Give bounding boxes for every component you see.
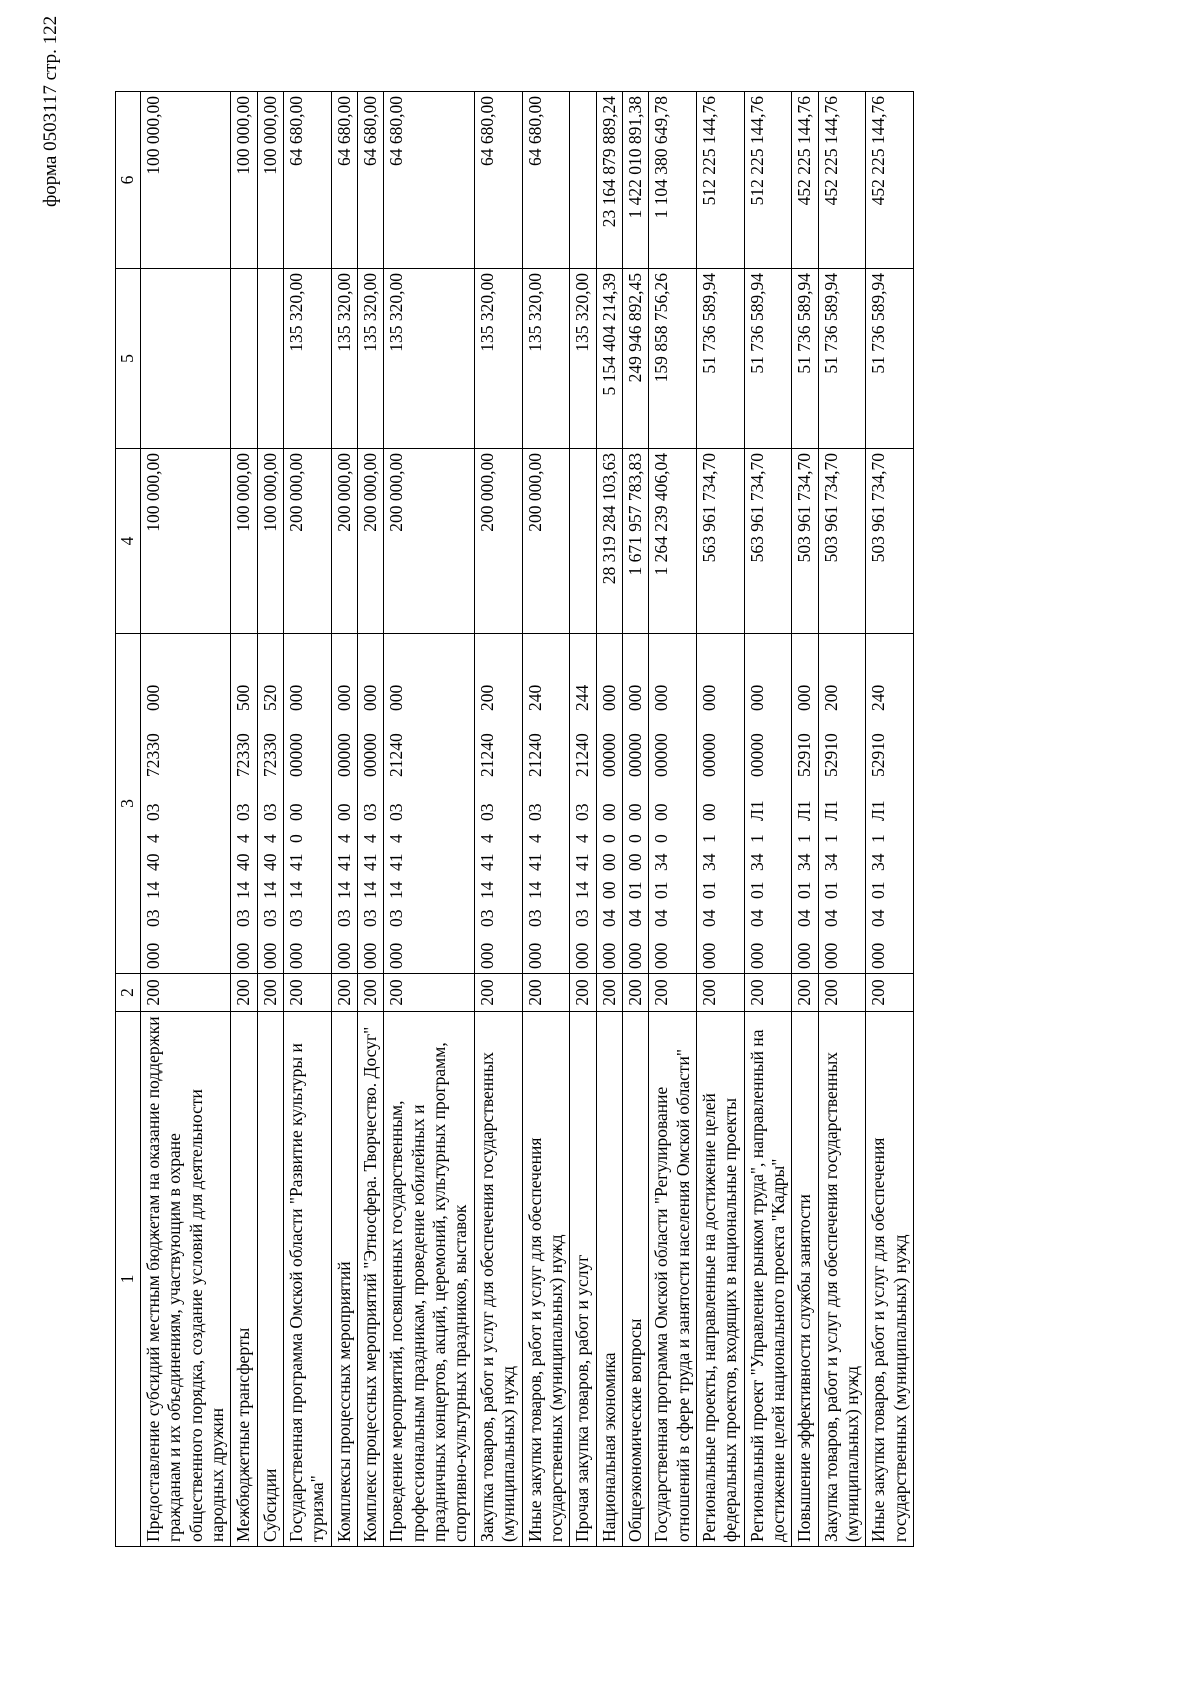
code-part: 03 bbox=[386, 909, 407, 927]
code-part: 41 bbox=[360, 853, 381, 871]
row-executed-amount bbox=[231, 269, 257, 449]
row-name: Комплекс процессных мероприятий "Этносфера. Творчество. Досуг" bbox=[358, 1012, 384, 1547]
row-admin-code: 200 bbox=[596, 974, 622, 1012]
row-classification-code bbox=[649, 634, 697, 974]
table-row bbox=[141, 92, 231, 1547]
row-classification-code bbox=[570, 634, 596, 974]
row-unexecuted-amount: 64 680,00 bbox=[474, 92, 522, 269]
row-approved-amount: 200 000,00 bbox=[331, 449, 357, 634]
code-part: 03 bbox=[360, 909, 381, 927]
code-part: 00000 bbox=[624, 733, 645, 777]
code-part: 0 bbox=[624, 834, 645, 843]
code-part: 14 bbox=[524, 881, 545, 899]
row-name: Региональные проекты, направленные на достижение целей федеральных проектов, входящих в национальные проекты bbox=[696, 1012, 744, 1547]
code-part: 01 bbox=[746, 881, 767, 899]
code-part: 03 bbox=[572, 909, 593, 927]
code-part: 000 bbox=[868, 942, 889, 969]
row-name: Межбюджетные трансферты bbox=[231, 1012, 257, 1547]
code-part: 00000 bbox=[360, 733, 381, 777]
row-admin-code: 200 bbox=[522, 974, 570, 1012]
code-part: 03 bbox=[333, 909, 354, 927]
row-approved-amount: 100 000,00 bbox=[141, 449, 231, 634]
row-unexecuted-amount: 452 225 144,76 bbox=[866, 92, 914, 269]
code-part: 34 bbox=[746, 853, 767, 871]
table-row bbox=[331, 92, 357, 1547]
code-part: 00 bbox=[651, 803, 672, 821]
code-part: 40 bbox=[259, 853, 280, 871]
row-approved-amount: 200 000,00 bbox=[284, 449, 332, 634]
code-part: 00000 bbox=[746, 733, 767, 777]
code-part: 240 bbox=[524, 684, 545, 711]
code-part: 03 bbox=[143, 909, 163, 927]
row-approved-amount: 1 264 239 406,04 bbox=[649, 449, 697, 634]
row-unexecuted-amount: 452 225 144,76 bbox=[792, 92, 818, 269]
code-part: 00000 bbox=[698, 733, 719, 777]
row-name: Закупка товаров, работ и услуг для обеспечения государственных (муниципальных) нужд bbox=[818, 1012, 866, 1547]
row-executed-amount: 51 736 589,94 bbox=[818, 269, 866, 449]
code-part: 000 bbox=[286, 684, 307, 711]
code-part: 21240 bbox=[476, 733, 497, 777]
code-part: 000 bbox=[598, 942, 619, 969]
row-admin-code: 200 bbox=[358, 974, 384, 1012]
row-name: Закупка товаров, работ и услуг для обеспечения государственных (муниципальных) нужд bbox=[474, 1012, 522, 1547]
code-part: 0 bbox=[286, 834, 307, 843]
code-part: Л1 bbox=[746, 800, 767, 821]
row-admin-code: 200 bbox=[744, 974, 792, 1012]
code-part: 00 bbox=[624, 803, 645, 821]
code-part: 21240 bbox=[386, 733, 407, 777]
table-row bbox=[696, 92, 744, 1547]
row-approved-amount bbox=[570, 449, 596, 634]
row-approved-amount: 1 671 957 783,83 bbox=[622, 449, 648, 634]
row-approved-amount: 200 000,00 bbox=[474, 449, 522, 634]
row-classification-code bbox=[596, 634, 622, 974]
code-part: 4 bbox=[572, 834, 593, 843]
code-part: 000 bbox=[624, 942, 645, 969]
code-part: 000 bbox=[651, 684, 672, 711]
code-part: 52910 bbox=[794, 733, 815, 777]
row-classification-code bbox=[696, 634, 744, 974]
code-part: 4 bbox=[360, 834, 381, 843]
row-admin-code: 200 bbox=[331, 974, 357, 1012]
code-part: Л1 bbox=[820, 800, 841, 821]
code-part: 04 bbox=[820, 909, 841, 927]
code-part: 4 bbox=[143, 834, 163, 843]
code-part: 000 bbox=[820, 942, 841, 969]
code-part: 000 bbox=[698, 942, 719, 969]
table-row bbox=[522, 92, 570, 1547]
code-part: 200 bbox=[820, 684, 841, 711]
code-part: 04 bbox=[651, 909, 672, 927]
row-name: Региональный проект "Управление рынком труда", направленный на достижение целей национального проекта "Кадры" bbox=[744, 1012, 792, 1547]
table-row bbox=[818, 92, 866, 1547]
row-admin-code: 200 bbox=[792, 974, 818, 1012]
code-part: 000 bbox=[333, 942, 354, 969]
table-row bbox=[792, 92, 818, 1547]
code-part: 4 bbox=[524, 834, 545, 843]
code-part: 21240 bbox=[524, 733, 545, 777]
code-part: 00 bbox=[333, 803, 354, 821]
row-approved-amount: 100 000,00 bbox=[257, 449, 283, 634]
row-executed-amount: 51 736 589,94 bbox=[792, 269, 818, 449]
row-name: Иные закупки товаров, работ и услуг для обеспечения государственных (муниципальных) нужд bbox=[866, 1012, 914, 1547]
row-admin-code: 200 bbox=[231, 974, 257, 1012]
code-part: 1 bbox=[698, 834, 719, 843]
code-part: 34 bbox=[794, 853, 815, 871]
code-part: 72330 bbox=[259, 733, 280, 777]
code-part: 52910 bbox=[868, 733, 889, 777]
table-row bbox=[570, 92, 596, 1547]
row-approved-amount: 563 961 734,70 bbox=[696, 449, 744, 634]
code-part: 000 bbox=[651, 942, 672, 969]
row-admin-code: 200 bbox=[141, 974, 231, 1012]
row-approved-amount: 503 961 734,70 bbox=[818, 449, 866, 634]
table-row bbox=[866, 92, 914, 1547]
row-classification-code bbox=[284, 634, 332, 974]
code-part: 000 bbox=[143, 942, 163, 969]
code-part: 41 bbox=[386, 853, 407, 871]
code-part: 14 bbox=[386, 881, 407, 899]
code-part: 03 bbox=[286, 909, 307, 927]
code-part: 00000 bbox=[598, 733, 619, 777]
row-admin-code: 200 bbox=[474, 974, 522, 1012]
row-admin-code: 200 bbox=[384, 974, 474, 1012]
column-header-2: 2 bbox=[116, 974, 141, 1012]
code-part: 000 bbox=[698, 684, 719, 711]
code-part: 04 bbox=[698, 909, 719, 927]
code-part: 14 bbox=[259, 881, 280, 899]
code-part: 04 bbox=[868, 909, 889, 927]
row-approved-amount: 100 000,00 bbox=[231, 449, 257, 634]
code-part: 000 bbox=[524, 942, 545, 969]
row-unexecuted-amount: 512 225 144,76 bbox=[696, 92, 744, 269]
code-part: 00000 bbox=[651, 733, 672, 777]
row-admin-code: 200 bbox=[696, 974, 744, 1012]
row-classification-code bbox=[331, 634, 357, 974]
row-name: Общеэкономические вопросы bbox=[622, 1012, 648, 1547]
code-part: 34 bbox=[868, 853, 889, 871]
code-part: 40 bbox=[143, 853, 163, 871]
code-part: 03 bbox=[524, 803, 545, 821]
row-classification-code bbox=[792, 634, 818, 974]
row-classification-code bbox=[231, 634, 257, 974]
row-executed-amount: 51 736 589,94 bbox=[744, 269, 792, 449]
table-body bbox=[141, 92, 914, 1547]
code-part: 00000 bbox=[286, 733, 307, 777]
row-classification-code bbox=[384, 634, 474, 974]
row-executed-amount bbox=[257, 269, 283, 449]
code-part: 000 bbox=[360, 942, 381, 969]
code-part: 01 bbox=[868, 881, 889, 899]
table-row bbox=[744, 92, 792, 1547]
row-unexecuted-amount: 1 422 010 891,38 bbox=[622, 92, 648, 269]
code-part: 03 bbox=[524, 909, 545, 927]
code-part: 00 bbox=[598, 853, 619, 871]
code-part: 14 bbox=[333, 881, 354, 899]
code-part: 000 bbox=[386, 684, 407, 711]
code-part: 34 bbox=[651, 853, 672, 871]
code-part: 40 bbox=[233, 853, 254, 871]
row-name: Предоставление субсидий местным бюджетам на оказание поддержки гражданам и их объединениям, участвующим в охране общественного порядка, создание условий для деятельности народных дружин bbox=[141, 1012, 231, 1547]
table-row bbox=[596, 92, 622, 1547]
row-name: Государственная программа Омской области "Развитие культуры и туризма" bbox=[284, 1012, 332, 1547]
row-unexecuted-amount: 100 000,00 bbox=[231, 92, 257, 269]
code-part: 03 bbox=[572, 803, 593, 821]
code-part: 000 bbox=[476, 942, 497, 969]
row-unexecuted-amount: 1 104 380 649,78 bbox=[649, 92, 697, 269]
code-part: 200 bbox=[476, 684, 497, 711]
code-part: 21240 bbox=[572, 733, 593, 777]
code-part: 00 bbox=[598, 803, 619, 821]
code-part: 4 bbox=[476, 834, 497, 843]
row-approved-amount: 200 000,00 bbox=[384, 449, 474, 634]
row-name: Повышение эффективности службы занятости bbox=[792, 1012, 818, 1547]
row-unexecuted-amount: 64 680,00 bbox=[358, 92, 384, 269]
code-part: 000 bbox=[233, 942, 254, 969]
code-part: 14 bbox=[476, 881, 497, 899]
row-admin-code: 200 bbox=[818, 974, 866, 1012]
code-part: 000 bbox=[794, 942, 815, 969]
row-admin-code: 200 bbox=[649, 974, 697, 1012]
code-part: 03 bbox=[233, 909, 254, 927]
row-unexecuted-amount: 452 225 144,76 bbox=[818, 92, 866, 269]
row-unexecuted-amount: 100 000,00 bbox=[141, 92, 231, 269]
code-part: 00 bbox=[286, 803, 307, 821]
code-part: 14 bbox=[360, 881, 381, 899]
row-name: Комплексы процессных мероприятий bbox=[331, 1012, 357, 1547]
code-part: 14 bbox=[286, 881, 307, 899]
table-row bbox=[384, 92, 474, 1547]
table-row bbox=[231, 92, 257, 1547]
row-admin-code: 200 bbox=[257, 974, 283, 1012]
row-executed-amount: 135 320,00 bbox=[474, 269, 522, 449]
code-part: 03 bbox=[360, 803, 381, 821]
row-name: Проведение мероприятий, посвященных государственным, профессиональным праздникам, проведение юбилейных и праздничных концертов, акций, церемоний, культурных программ, спортивно-культурных праздников, выставок bbox=[384, 1012, 474, 1547]
code-part: 72330 bbox=[233, 733, 254, 777]
code-part: 03 bbox=[259, 803, 280, 821]
form-reference: форма 0503117 стр. 122 bbox=[40, 15, 61, 207]
code-part: 01 bbox=[624, 881, 645, 899]
table-row bbox=[474, 92, 522, 1547]
code-part: 14 bbox=[143, 881, 163, 899]
row-approved-amount: 503 961 734,70 bbox=[866, 449, 914, 634]
row-executed-amount: 135 320,00 bbox=[331, 269, 357, 449]
row-classification-code bbox=[744, 634, 792, 974]
code-part: 00 bbox=[624, 853, 645, 871]
code-part: 41 bbox=[286, 853, 307, 871]
code-part: Л1 bbox=[794, 800, 815, 821]
row-unexecuted-amount: 64 680,00 bbox=[284, 92, 332, 269]
row-name: Государственная программа Омской области "Регулирование отношений в сфере труда и занятости населения Омской области" bbox=[649, 1012, 697, 1547]
code-part: 1 bbox=[794, 834, 815, 843]
row-executed-amount: 135 320,00 bbox=[522, 269, 570, 449]
code-part: 4 bbox=[333, 834, 354, 843]
code-part: 03 bbox=[476, 909, 497, 927]
row-name: Иные закупки товаров, работ и услуг для обеспечения государственных (муниципальных) нужд bbox=[522, 1012, 570, 1547]
row-classification-code bbox=[141, 634, 231, 974]
code-part: 03 bbox=[143, 803, 163, 821]
code-part: 41 bbox=[572, 853, 593, 871]
code-part: 03 bbox=[233, 803, 254, 821]
code-part: 41 bbox=[476, 853, 497, 871]
code-part: 4 bbox=[233, 834, 254, 843]
code-part: Л1 bbox=[868, 800, 889, 821]
code-part: 000 bbox=[746, 684, 767, 711]
code-part: 000 bbox=[598, 684, 619, 711]
row-admin-code: 200 bbox=[866, 974, 914, 1012]
row-executed-amount: 135 320,00 bbox=[570, 269, 596, 449]
row-classification-code bbox=[474, 634, 522, 974]
code-part: 244 bbox=[572, 684, 593, 711]
column-header-4: 4 bbox=[116, 449, 141, 634]
code-part: 14 bbox=[572, 881, 593, 899]
row-name: Национальная экономика bbox=[596, 1012, 622, 1547]
code-part: 000 bbox=[259, 942, 280, 969]
table-row bbox=[622, 92, 648, 1547]
row-name: Прочая закупка товаров, работ и услуг bbox=[570, 1012, 596, 1547]
code-part: 1 bbox=[746, 834, 767, 843]
code-part: 01 bbox=[794, 881, 815, 899]
code-part: 000 bbox=[360, 684, 381, 711]
row-approved-amount: 503 961 734,70 bbox=[792, 449, 818, 634]
row-approved-amount: 28 319 284 103,63 bbox=[596, 449, 622, 634]
code-part: 1 bbox=[868, 834, 889, 843]
column-header-1: 1 bbox=[116, 1012, 141, 1547]
code-part: 000 bbox=[572, 942, 593, 969]
code-part: 00 bbox=[698, 803, 719, 821]
row-unexecuted-amount: 64 680,00 bbox=[331, 92, 357, 269]
row-executed-amount: 5 154 404 214,39 bbox=[596, 269, 622, 449]
code-part: 14 bbox=[233, 881, 254, 899]
code-part: 41 bbox=[524, 853, 545, 871]
code-part: 03 bbox=[259, 909, 280, 927]
budget-report-table bbox=[115, 91, 914, 1547]
table-row bbox=[284, 92, 332, 1547]
row-unexecuted-amount: 64 680,00 bbox=[522, 92, 570, 269]
column-header-6: 6 bbox=[116, 92, 141, 269]
code-part: 000 bbox=[386, 942, 407, 969]
row-approved-amount: 563 961 734,70 bbox=[744, 449, 792, 634]
code-part: 04 bbox=[794, 909, 815, 927]
code-part: 00000 bbox=[333, 733, 354, 777]
code-part: 240 bbox=[868, 684, 889, 711]
row-unexecuted-amount: 23 164 879 889,24 bbox=[596, 92, 622, 269]
row-approved-amount: 200 000,00 bbox=[358, 449, 384, 634]
code-part: 03 bbox=[386, 803, 407, 821]
code-part: 000 bbox=[143, 684, 163, 711]
row-classification-code bbox=[257, 634, 283, 974]
row-admin-code: 200 bbox=[284, 974, 332, 1012]
code-part: 0 bbox=[598, 834, 619, 843]
code-part: 72330 bbox=[143, 733, 163, 777]
column-header-5: 5 bbox=[116, 269, 141, 449]
code-part: 0 bbox=[651, 834, 672, 843]
row-unexecuted-amount: 64 680,00 bbox=[384, 92, 474, 269]
code-part: 1 bbox=[820, 834, 841, 843]
row-classification-code bbox=[866, 634, 914, 974]
row-classification-code bbox=[522, 634, 570, 974]
code-part: 04 bbox=[598, 909, 619, 927]
code-part: 4 bbox=[259, 834, 280, 843]
row-executed-amount: 135 320,00 bbox=[384, 269, 474, 449]
row-classification-code bbox=[358, 634, 384, 974]
code-part: 500 bbox=[233, 684, 254, 711]
table-row bbox=[358, 92, 384, 1547]
row-classification-code bbox=[818, 634, 866, 974]
code-part: 41 bbox=[333, 853, 354, 871]
code-part: 52910 bbox=[820, 733, 841, 777]
code-part: 34 bbox=[820, 853, 841, 871]
code-part: 4 bbox=[386, 834, 407, 843]
row-classification-code bbox=[622, 634, 648, 974]
row-executed-amount: 51 736 589,94 bbox=[696, 269, 744, 449]
code-part: 000 bbox=[333, 684, 354, 711]
row-executed-amount: 249 946 892,45 bbox=[622, 269, 648, 449]
row-admin-code: 200 bbox=[622, 974, 648, 1012]
code-part: 03 bbox=[476, 803, 497, 821]
table-row bbox=[257, 92, 283, 1547]
column-header-3: 3 bbox=[116, 634, 141, 974]
code-part: 520 bbox=[259, 684, 280, 711]
row-executed-amount: 135 320,00 bbox=[358, 269, 384, 449]
row-admin-code: 200 bbox=[570, 974, 596, 1012]
code-part: 000 bbox=[624, 684, 645, 711]
table-row bbox=[649, 92, 697, 1547]
code-part: 000 bbox=[794, 684, 815, 711]
row-executed-amount: 135 320,00 bbox=[284, 269, 332, 449]
code-part: 01 bbox=[820, 881, 841, 899]
row-executed-amount bbox=[141, 269, 231, 449]
code-part: 04 bbox=[746, 909, 767, 927]
row-name: Субсидии bbox=[257, 1012, 283, 1547]
row-executed-amount: 51 736 589,94 bbox=[866, 269, 914, 449]
code-part: 01 bbox=[698, 881, 719, 899]
row-unexecuted-amount: 100 000,00 bbox=[257, 92, 283, 269]
code-part: 00 bbox=[598, 881, 619, 899]
row-executed-amount: 159 858 756,26 bbox=[649, 269, 697, 449]
code-part: 01 bbox=[651, 881, 672, 899]
code-part: 04 bbox=[624, 909, 645, 927]
code-part: 34 bbox=[698, 853, 719, 871]
code-part: 000 bbox=[746, 942, 767, 969]
row-unexecuted-amount: 512 225 144,76 bbox=[744, 92, 792, 269]
column-number-row bbox=[116, 92, 141, 1547]
row-unexecuted-amount bbox=[570, 92, 596, 269]
row-approved-amount: 200 000,00 bbox=[522, 449, 570, 634]
code-part: 000 bbox=[286, 942, 307, 969]
